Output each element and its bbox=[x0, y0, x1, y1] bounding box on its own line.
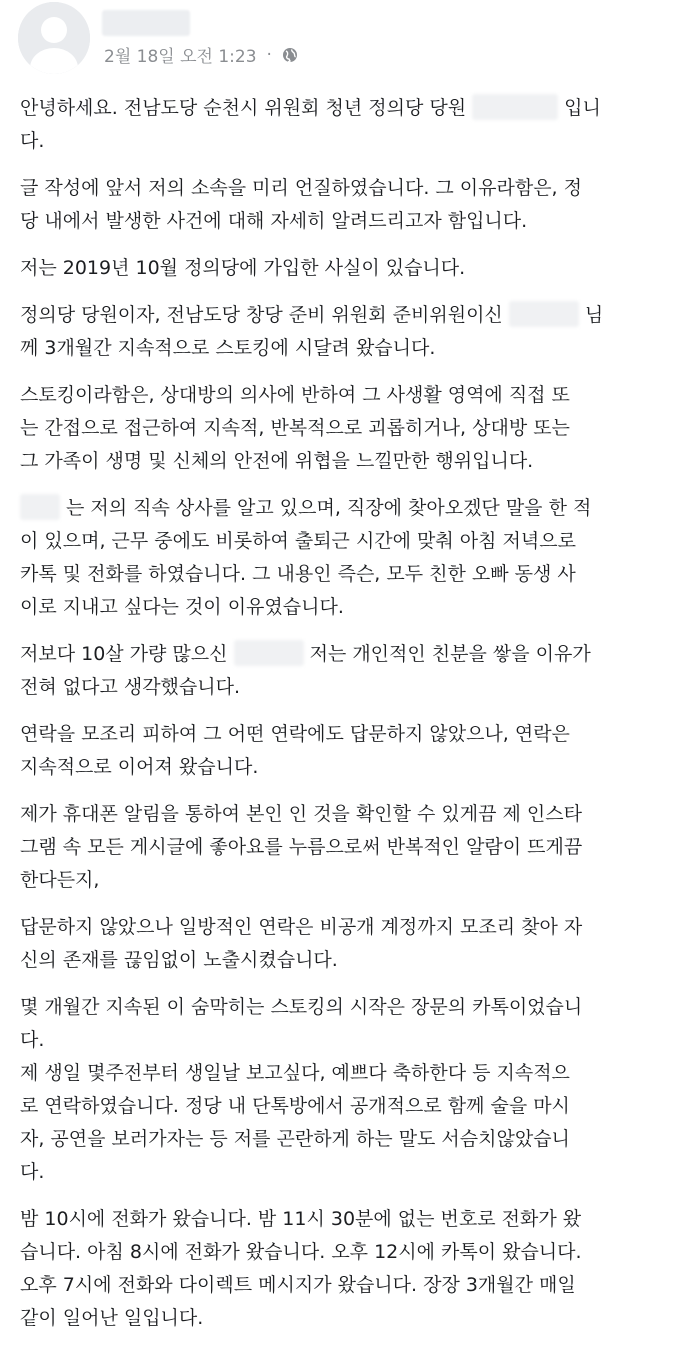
post-text: 님 bbox=[578, 304, 604, 326]
post-paragraph bbox=[20, 911, 685, 977]
post-text: 지속적으로 이어져 왔습니다. bbox=[20, 756, 259, 778]
post-text-line bbox=[20, 1236, 685, 1269]
post-text: 입니 bbox=[558, 97, 601, 119]
default-avatar-icon bbox=[18, 2, 90, 74]
post-text: 다. bbox=[20, 1161, 45, 1183]
post-text: 이 있으며, 근무 중에도 비롯하여 출퇴근 시간에 맞춰 아침 저녁으로 bbox=[20, 530, 576, 552]
post-text-line bbox=[20, 525, 685, 558]
post-text: 한다든지, bbox=[20, 869, 100, 891]
post-meta bbox=[104, 42, 298, 67]
post-text-line bbox=[20, 864, 685, 897]
post-paragraph bbox=[20, 492, 685, 624]
redacted-name bbox=[234, 640, 304, 666]
post-text: 같이 일어난 일입니다. bbox=[20, 1307, 204, 1329]
post-text: 스토킹이라함은, 상대방의 의사에 반하여 그 사생활 영역에 직접 또 bbox=[20, 384, 570, 406]
post-text: 로 연락하였습니다. 정당 내 단톡방에서 공개적으로 함께 술을 마시 bbox=[20, 1095, 570, 1117]
post-paragraph bbox=[20, 1057, 685, 1189]
redacted-name bbox=[472, 94, 558, 120]
redacted-name bbox=[509, 301, 579, 327]
post-text: 제 생일 몇주전부터 생일날 보고싶다, 예쁘다 축하한다 등 지속적으 bbox=[20, 1062, 570, 1084]
post-text-line bbox=[20, 92, 685, 125]
post-text-line bbox=[20, 1203, 685, 1236]
post-text: 몇 개월간 지속된 이 숨막히는 스토킹의 시작은 장문의 카톡이었습니 bbox=[20, 996, 583, 1018]
post-header bbox=[18, 2, 678, 72]
post-text-line bbox=[20, 299, 685, 332]
post-text-line bbox=[20, 638, 685, 671]
post-text: 안녕하세요. 전남도당 순천시 위원회 청년 정의당 당원 bbox=[20, 97, 473, 119]
post-paragraph bbox=[20, 1203, 685, 1335]
post-paragraph bbox=[20, 172, 685, 238]
post-text-line bbox=[20, 1123, 685, 1156]
post-body bbox=[20, 92, 685, 1349]
post-text: 저는 2019년 10월 정의당에 가입한 사실이 있습니다. bbox=[20, 257, 466, 279]
post-text: 그 가족이 생명 및 신체의 안전에 위협을 느낄만한 행위입니다. bbox=[20, 450, 534, 472]
post-text-line bbox=[20, 671, 685, 704]
avatar[interactable] bbox=[18, 2, 90, 74]
post-text: 께 3개월간 지속적으로 스토킹에 시달려 왔습니다. bbox=[20, 337, 436, 359]
post-text: 전혀 없다고 생각했습니다. bbox=[20, 676, 241, 698]
post-text: 글 작성에 앞서 저의 소속을 미리 언질하였습니다. 그 이유라함은, 정 bbox=[20, 177, 582, 199]
post-text-line bbox=[20, 1024, 685, 1057]
post-text-line bbox=[20, 1269, 685, 1302]
post-paragraph bbox=[20, 299, 685, 365]
post-paragraph bbox=[20, 798, 685, 897]
post-text-line bbox=[20, 379, 685, 412]
post-text: 오후 7시에 전화와 다이렉트 메시지가 왔습니다. 장장 3개월간 매일 bbox=[20, 1274, 576, 1296]
post-text: 다. bbox=[20, 130, 45, 152]
post-text: 이로 지내고 싶다는 것이 이유였습니다. bbox=[20, 596, 344, 618]
post-text: 는 간접으로 접근하여 지속적, 반복적으로 괴롭히거나, 상대방 또는 bbox=[20, 417, 570, 439]
post-text: 는 저의 직속 상사를 알고 있으며, 직장에 찾아오겠단 말을 한 적 bbox=[60, 497, 592, 519]
post-paragraph bbox=[20, 638, 685, 704]
post-text: 그램 속 모든 게시글에 좋아요를 누름으로써 반복적인 알람이 뜨게끔 bbox=[20, 836, 583, 858]
post-text-line bbox=[20, 125, 685, 158]
post-text-line bbox=[20, 798, 685, 831]
post-text: 자, 공연을 보러가자는 등 저를 곤란하게 하는 말도 서슴치않았습니 bbox=[20, 1128, 570, 1150]
redacted-name bbox=[20, 494, 60, 520]
post-text: 제가 휴대폰 알림을 통하여 본인 인 것을 확인할 수 있게끔 제 인스타 bbox=[20, 803, 582, 825]
post-timestamp[interactable]: 2월 18일 오전 1:23 bbox=[104, 47, 257, 67]
post-text-line bbox=[20, 492, 685, 525]
post-text-line bbox=[20, 751, 685, 784]
post-text-line bbox=[20, 1090, 685, 1123]
post-text-line bbox=[20, 172, 685, 205]
post-text-line bbox=[20, 332, 685, 365]
post-paragraph bbox=[20, 718, 685, 784]
post-text-line bbox=[20, 1302, 685, 1335]
post-text: 정의당 당원이자, 전남도당 창당 준비 위원회 준비위원이신 bbox=[20, 304, 509, 326]
post-text: 밤 10시에 전화가 왔습니다. 밤 11시 30분에 없는 번호로 전화가 왔 bbox=[20, 1208, 582, 1230]
post-text-line bbox=[20, 718, 685, 751]
post-text-line bbox=[20, 911, 685, 944]
post-text-line bbox=[20, 591, 685, 624]
post-text: 다. bbox=[20, 1029, 45, 1051]
post-text: 신의 존재를 끊임없이 노출시켰습니다. bbox=[20, 949, 338, 971]
post-text: 답문하지 않았으나 일방적인 연락은 비공개 계정까지 모조리 찾아 자 bbox=[20, 916, 583, 938]
post-text-line bbox=[20, 1156, 685, 1189]
post-text-line bbox=[20, 831, 685, 864]
post-text: 저는 개인적인 친분을 쌓을 이유가 bbox=[303, 643, 591, 665]
post-text: 습니다. 아침 8시에 전화가 왔습니다. 오후 12시에 카톡이 왔습니다. bbox=[20, 1241, 582, 1263]
post-paragraph bbox=[20, 991, 685, 1057]
globe-icon[interactable] bbox=[282, 47, 298, 63]
meta-separator: · bbox=[266, 44, 272, 65]
post-text: 연락을 모조리 피하여 그 어떤 연락에도 답문하지 않았으나, 연락은 bbox=[20, 723, 570, 745]
post-text-line bbox=[20, 558, 685, 591]
post-text: 당 내에서 발생한 사건에 대해 자세히 알려드리고자 함입니다. bbox=[20, 210, 528, 232]
post-text-line bbox=[20, 944, 685, 977]
post-text-line bbox=[20, 445, 685, 478]
post-paragraph bbox=[20, 92, 685, 158]
post-paragraph bbox=[20, 379, 685, 478]
author-name-redacted[interactable] bbox=[102, 10, 190, 36]
post-text: 카톡 및 전화를 하였습니다. 그 내용인 즉슨, 모두 친한 오빠 동생 사 bbox=[20, 563, 576, 585]
post-text-line bbox=[20, 1057, 685, 1090]
post-text-line bbox=[20, 252, 685, 285]
post-text: 저보다 10살 가량 많으신 bbox=[20, 643, 234, 665]
post-text-line bbox=[20, 205, 685, 238]
post-text-line bbox=[20, 412, 685, 445]
post-text-line bbox=[20, 991, 685, 1024]
post-paragraph bbox=[20, 252, 685, 285]
